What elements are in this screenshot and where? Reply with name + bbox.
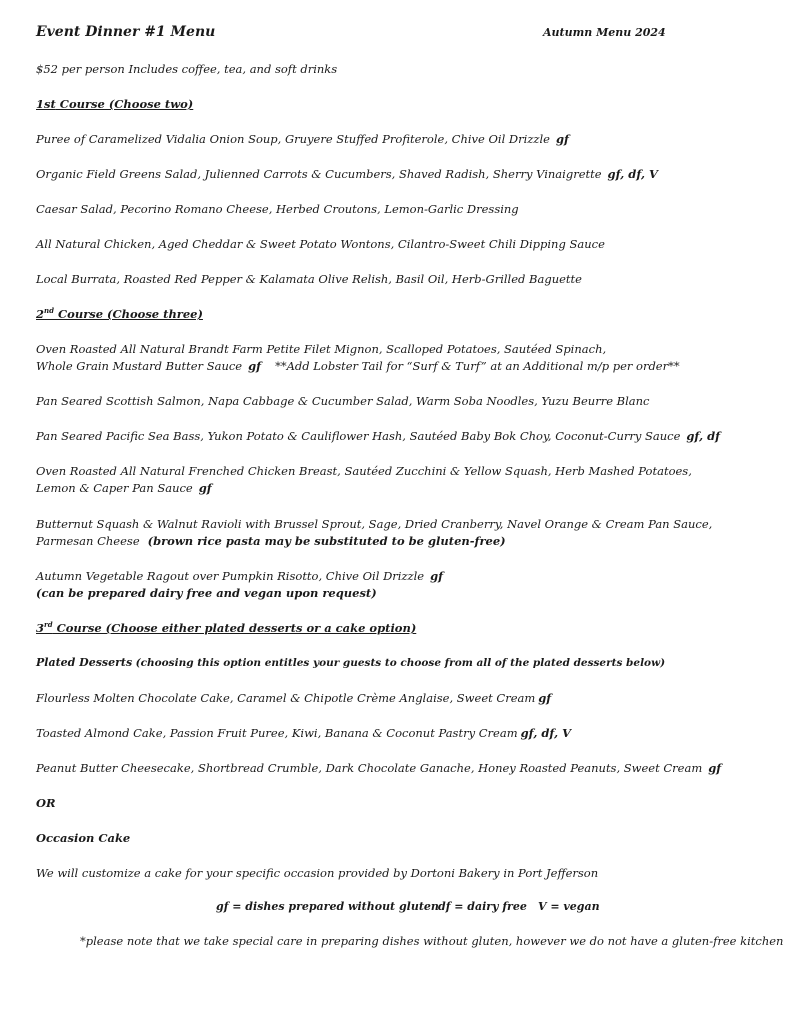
item-text: Puree of Caramelized Vidalia Onion Soup, Gruyere Stuffed Profiterole, Chive Oil Drizzle xyxy=(36,132,550,146)
course2-heading xyxy=(36,307,203,321)
dessert-item xyxy=(36,726,571,740)
diet-tag: gf xyxy=(198,481,212,495)
item-text: Local Burrata, Roasted Red Pepper & Kalamata Olive Relish, Basil Oil, Herb-Grilled Baguette xyxy=(36,272,582,286)
item-text: Lemon & Caper Pan Sauce xyxy=(36,481,193,495)
course1-num: 1st xyxy=(36,97,56,111)
ragout-note: (can be prepared dairy free and vegan upon request) xyxy=(36,586,377,600)
diet-tag: gf xyxy=(708,761,722,775)
legend-gf: gf = dishes prepared without gluten xyxy=(216,900,439,913)
diet-tag: gf, df, V xyxy=(607,167,658,181)
course1-item xyxy=(36,132,569,146)
item-text: Whole Grain Mustard Butter Sauce xyxy=(36,359,243,373)
course2-item-chicken-2 xyxy=(36,481,212,495)
occasion-cake-label: Occasion Cake xyxy=(36,831,131,845)
diet-tag: gf xyxy=(538,691,552,705)
course1-item xyxy=(36,237,605,251)
course2-heading-text: Course (Choose three) xyxy=(54,307,203,321)
plated-label: Plated Desserts xyxy=(36,656,133,669)
or-separator: OR xyxy=(36,796,56,810)
diet-tag: gf xyxy=(248,359,262,373)
course2-item-ravioli-2 xyxy=(36,534,506,548)
course2-item-salmon: Pan Seared Scottish Salmon, Napa Cabbage & Cucumber Salad, Warm Soba Noodles, Yuzu Beurre Blanc xyxy=(36,394,650,408)
price-line: $52 per person Includes coffee, tea, and soft drinks xyxy=(36,62,338,76)
dessert-item xyxy=(36,761,721,775)
course3-sup: rd xyxy=(44,620,53,630)
legend-df: df = dairy free xyxy=(438,900,527,913)
occasion-cake-desc: We will customize a cake for your specific occasion provided by Dortoni Bakery in Port Jefferson xyxy=(36,866,599,880)
item-text: Organic Field Greens Salad, Julienned Carrots & Cucumbers, Shaved Radish, Sherry Vinaigrette xyxy=(36,167,602,181)
course3-heading-text: Course (Choose either plated desserts or a cake option) xyxy=(52,621,417,635)
course1-item xyxy=(36,272,582,286)
item-text: All Natural Chicken, Aged Cheddar & Sweet Potato Wontons, Cilantro-Sweet Chili Dipping Sauce xyxy=(36,237,605,251)
course2-item-ragout xyxy=(36,569,443,583)
menu-season: Autumn Menu 2024 xyxy=(543,26,666,39)
gluten-disclaimer: *please note that we take special care in preparing dishes without gluten, however we do not have a gluten-free kitchen xyxy=(80,934,784,948)
course1-item xyxy=(36,202,519,216)
course1-item xyxy=(36,167,658,181)
course3-heading xyxy=(36,621,416,635)
item-text: Flourless Molten Chocolate Cake, Caramel & Chipotle Crème Anglaise, Sweet Cream xyxy=(36,691,536,705)
plated-desserts-line xyxy=(36,656,665,669)
item-text: Caesar Salad, Pecorino Romano Cheese, Herbed Croutons, Lemon-Garlic Dressing xyxy=(36,202,519,216)
lobster-note: **Add Lobster Tail for “Surf & Turf” at an Additional m/p per order** xyxy=(275,359,680,373)
course2-item-chicken: Oven Roasted All Natural Frenched Chicken Breast, Sautéed Zucchini & Yellow Squash, Herb Mashed Potatoes, xyxy=(36,464,692,478)
course2-num: 2 xyxy=(36,307,45,321)
course2-item-seabass xyxy=(36,429,720,443)
item-text: Pan Seared Pacific Sea Bass, Yukon Potato & Cauliflower Hash, Sautéed Baby Bok Choy, Coconut-Curry Sauce xyxy=(36,429,681,443)
diet-tag: gf xyxy=(430,569,444,583)
item-text: Peanut Butter Cheesecake, Shortbread Crumble, Dark Chocolate Ganache, Honey Roasted Peanuts, Sweet Cream xyxy=(36,761,703,775)
course1-heading xyxy=(36,97,193,111)
course2-sup: nd xyxy=(44,306,54,316)
item-text: Parmesan Cheese xyxy=(36,534,140,548)
diet-tag: gf, df, V xyxy=(520,726,572,740)
legend-v: V = vegan xyxy=(538,900,600,913)
course2-item-ravioli: Butternut Squash & Walnut Ravioli with Brussel Sprout, Sage, Dried Cranberry, Navel Orange & Cream Pan Sauce, xyxy=(36,517,713,531)
course2-item-filet: Oven Roasted All Natural Brandt Farm Petite Filet Mignon, Scalloped Potatoes, Sautéed Spinach, xyxy=(36,342,607,356)
dessert-item xyxy=(36,691,551,705)
course1-heading-text: Course (Choose two) xyxy=(55,97,194,111)
item-text: Toasted Almond Cake, Passion Fruit Puree, Kiwi, Banana & Coconut Pastry Cream xyxy=(36,726,518,740)
diet-tag: gf xyxy=(555,132,569,146)
ravioli-note: (brown rice pasta may be substituted to be gluten-free) xyxy=(147,534,506,548)
menu-title: Event Dinner #1 Menu xyxy=(36,24,216,40)
item-text: Autumn Vegetable Ragout over Pumpkin Risotto, Chive Oil Drizzle xyxy=(36,569,425,583)
diet-tag: gf, df xyxy=(686,429,721,443)
plated-desc: (choosing this option entitles your guests to choose from all of the plated desserts below) xyxy=(135,657,666,669)
course2-item-filet-2 xyxy=(36,359,680,373)
course3-num: 3 xyxy=(36,621,45,635)
